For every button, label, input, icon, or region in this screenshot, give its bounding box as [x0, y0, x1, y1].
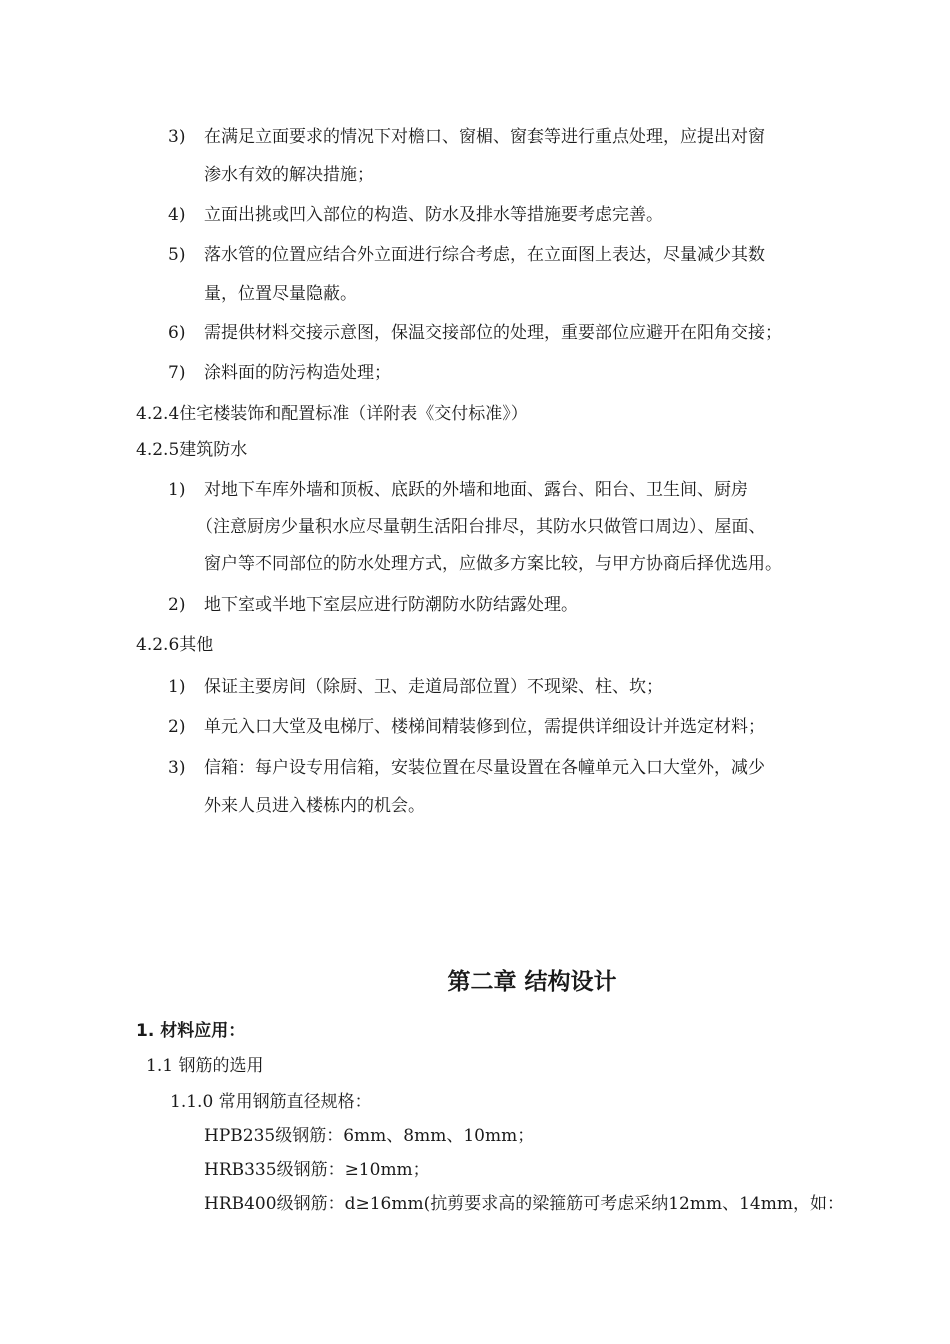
list-item-number: 1) — [168, 677, 186, 697]
list-item-text: 单元入口大堂及电梯厅、楼梯间精装修到位，需提供详细设计并选定材料； — [204, 717, 765, 737]
list-item-text: 对地下车库外墙和顶板、底跃的外墙和地面、露台、阳台、卫生间、厨房 — [204, 480, 748, 500]
subsection-heading: 1.1 钢筋的选用 — [146, 1056, 264, 1076]
list-item-text: 信箱：每户设专用信箱，安装位置在尽量设置在各幢单元入口大堂外，减少 — [204, 758, 765, 778]
list-item-number: 5) — [168, 245, 186, 265]
list-item-text: 立面出挑或凹入部位的构造、防水及排水等措施要考虑完善。 — [204, 205, 663, 225]
list-item-number: 2) — [168, 717, 186, 737]
section-heading: 4.2.5建筑防水 — [136, 440, 248, 460]
list-item-text: 涂料面的防污构造处理； — [204, 363, 391, 383]
list-item-text: 需提供材料交接示意图，保温交接部位的处理，重要部位应避开在阳角交接； — [204, 323, 782, 343]
list-item-number: 4) — [168, 205, 186, 225]
list-item-text: （注意厨房少量积水应尽量朝生活阳台排尽，其防水只做管口周边）、屋面、 — [196, 517, 766, 537]
list-item-number: 3) — [168, 758, 186, 778]
chapter-title: 第二章 结构设计 — [447, 969, 617, 995]
list-item-number: 7) — [168, 363, 186, 383]
rebar-spec-line: HPB235级钢筋：6mm、8mm、10mm； — [204, 1126, 535, 1146]
subsection-heading: 1.1.0 常用钢筋直径规格： — [170, 1092, 372, 1112]
rebar-spec-line: HRB335级钢筋：≥10mm； — [204, 1160, 430, 1180]
list-item-text: 窗户等不同部位的防水处理方式，应做多方案比较，与甲方协商后择优选用。 — [204, 554, 782, 574]
list-item-number: 1) — [168, 480, 186, 500]
list-item-number: 3) — [168, 127, 186, 147]
list-item-text: 量，位置尽量隐蔽。 — [204, 284, 357, 304]
list-item-text: 外来人员进入楼栋内的机会。 — [204, 796, 425, 816]
list-item-text: 地下室或半地下室层应进行防潮防水防结露处理。 — [204, 595, 578, 615]
list-item-number: 6) — [168, 323, 186, 343]
rebar-spec-line: HRB400级钢筋：d≥16mm(抗剪要求高的梁箍筋可考虑采纳12mm、14mm，如： — [204, 1194, 844, 1214]
list-item-text: 渗水有效的解决措施； — [204, 165, 374, 185]
list-item-text: 落水管的位置应结合外立面进行综合考虑，在立面图上表达，尽量减少其数 — [204, 245, 765, 265]
section-heading: 4.2.6其他 — [136, 635, 214, 655]
list-item-text: 在满足立面要求的情况下对檐口、窗楣、窗套等进行重点处理，应提出对窗 — [204, 127, 765, 147]
section-title: 1. 材料应用： — [136, 1021, 246, 1041]
list-item-number: 2) — [168, 595, 186, 615]
list-item-text: 保证主要房间（除厨、卫、走道局部位置）不现梁、柱、坎； — [204, 677, 663, 697]
section-heading: 4.2.4住宅楼装饰和配置标准（详附表《交付标准》） — [136, 404, 528, 424]
